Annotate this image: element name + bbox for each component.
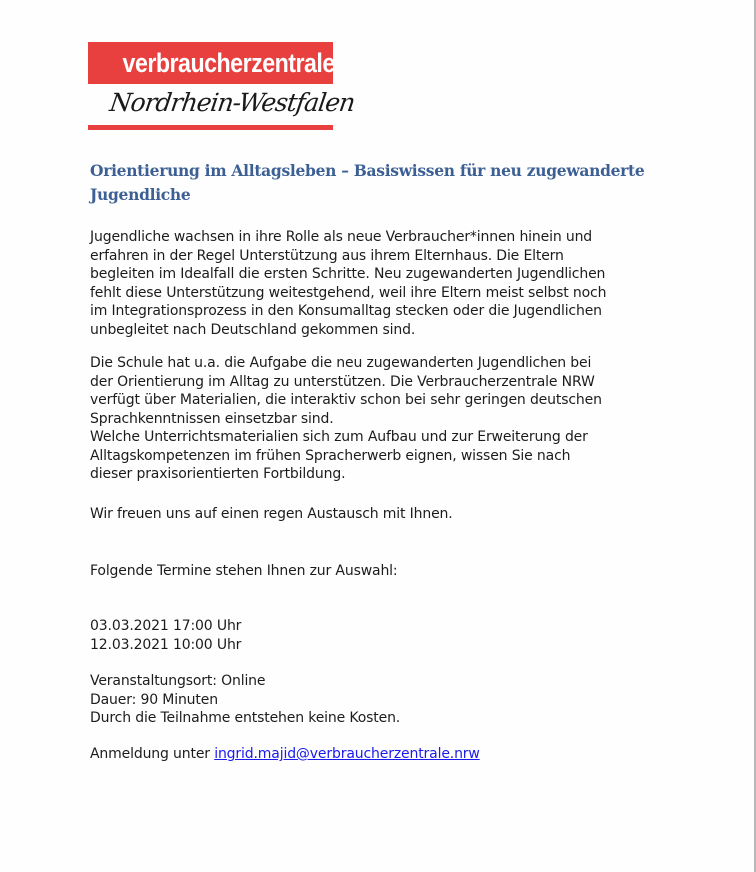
- logo-brand-text: verbraucherzentrale: [122, 48, 335, 78]
- event-duration: Dauer: 90 Minuten: [90, 691, 218, 708]
- event-details: [90, 672, 710, 728]
- text-line: erfahren in der Regel Unterstützung aus ihrem Elternhaus. Die Eltern: [90, 247, 564, 264]
- text-line: begleiten im Idealfall die ersten Schritte. Neu zugewanderten Jugendlichen: [90, 266, 606, 282]
- text-line: Die Schule hat u.a. die Aufgabe die neu zugewanderten Jugendlichen bei: [90, 355, 592, 371]
- school-paragraph: [90, 354, 710, 484]
- logo-region-text: Nordrhein-Westfalen: [107, 88, 357, 117]
- verbraucherzentrale-nrw-logo: [88, 42, 357, 130]
- logo-underline-bar: [88, 125, 333, 130]
- text-line: unbegleitet nach Deutschland gekommen sind.: [90, 321, 416, 338]
- date-item: 03.03.2021 17:00 Uhr: [90, 618, 242, 634]
- text-line: verfügt über Materialien, die interaktiv schon bei sehr geringen deutschen: [90, 392, 602, 408]
- text-line: dieser praxisorientierten Fortbildung.: [90, 466, 346, 482]
- date-item: 12.03.2021 10:00 Uhr: [90, 636, 242, 653]
- text-line: Jugendliche wachsen in ihre Rolle als neue Verbraucher*innen hinein und: [90, 229, 593, 245]
- page-title: Orientierung im Alltagsleben – Basiswissen für neu zugewanderte Jugendliche: [90, 161, 645, 204]
- event-cost: Durch die Teilnahme entstehen keine Kosten.: [90, 710, 401, 726]
- text-line: Welche Unterrichtsmaterialien sich zum Aufbau und zur Erweiterung der: [90, 429, 588, 445]
- text-line: fehlt diese Unterstützung weitestgehend, weil ihre Eltern meist selbst noch: [90, 284, 607, 301]
- closing-paragraph: Wir freuen uns auf einen regen Austausch mit Ihnen.: [90, 506, 453, 522]
- dates-intro: Folgende Termine stehen Ihnen zur Auswahl:: [90, 563, 398, 579]
- text-line: Alltagskompetenzen im frühen Spracherwerb eignen, wissen Sie nach: [90, 447, 571, 464]
- text-line: Sprachkenntnissen einsetzbar sind.: [90, 410, 334, 427]
- text-line: der Orientierung im Alltag zu unterstützen. Die Verbraucherzentrale NRW: [90, 373, 595, 390]
- dates-list: [90, 617, 710, 654]
- registration-label: Anmeldung unter: [90, 746, 215, 762]
- logo-brand-banner: [88, 42, 333, 84]
- registration-line: [90, 745, 710, 764]
- text-line: im Integrationsprozess in den Konsumalltag stecken oder die Jugendlichen: [90, 303, 602, 319]
- intro-paragraph: [90, 228, 710, 339]
- event-location: Veranstaltungsort: Online: [90, 673, 266, 689]
- registration-email-link[interactable]: ingrid.majid@verbraucherzentrale.nrw: [214, 746, 480, 762]
